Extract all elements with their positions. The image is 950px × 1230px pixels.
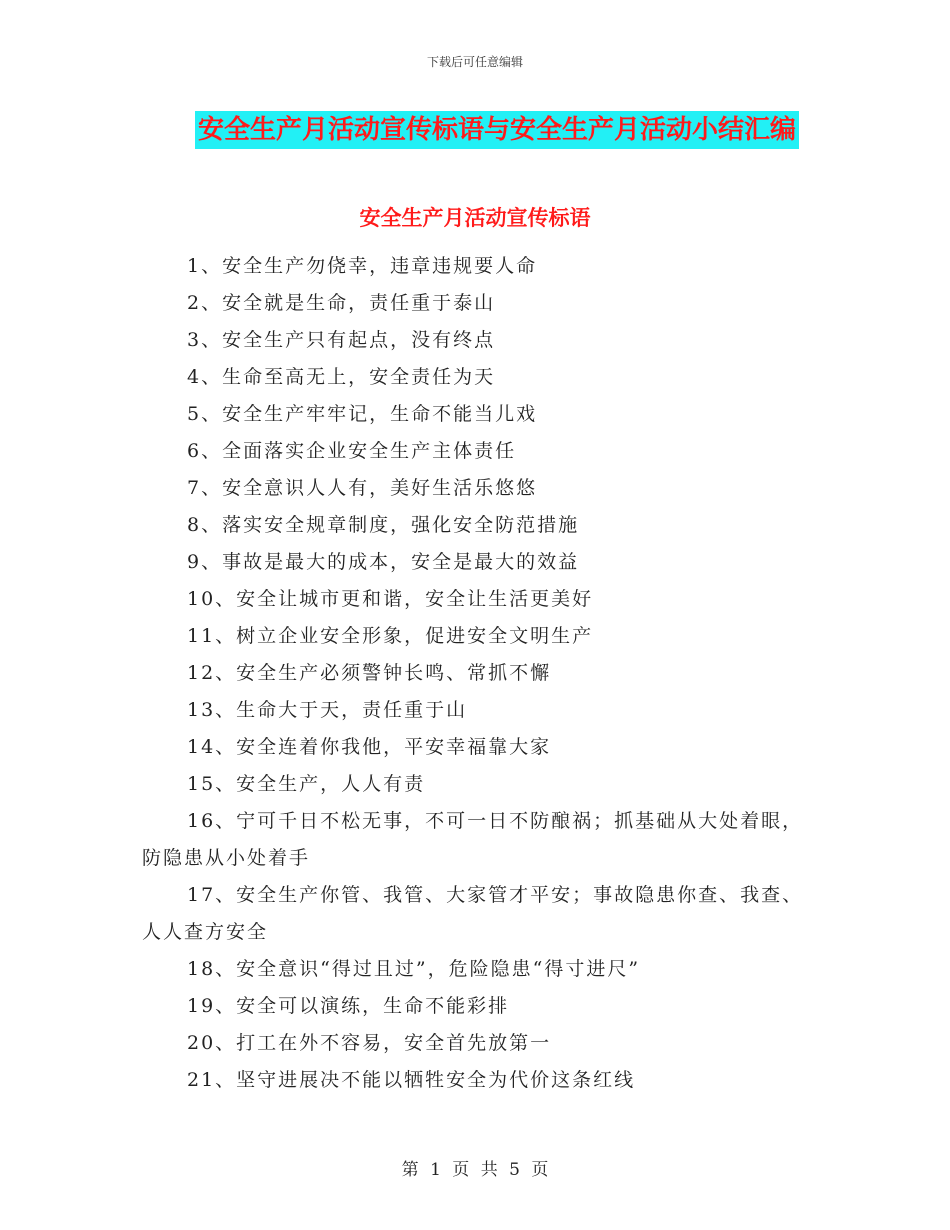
slogan-item: 5、安全生产牢牢记，生命不能当儿戏 <box>187 403 538 425</box>
slogan-item: 3、安全生产只有起点，没有终点 <box>187 329 496 351</box>
slogan-item: 7、安全意识人人有，美好生活乐悠悠 <box>187 477 538 499</box>
page-footer: 第 1 页 共 5 页 <box>401 1160 549 1180</box>
slogan-item: 1、安全生产勿侥幸，违章违规要人命 <box>187 255 538 277</box>
slogan-item: 17、安全生产你管、我管、大家管才平安；事故隐患你查、我查、人人查方安全 <box>142 884 804 943</box>
slogan-item: 8、落实安全规章制度，强化安全防范措施 <box>187 514 580 536</box>
slogan-item: 9、事故是最大的成本，安全是最大的效益 <box>187 551 580 573</box>
header-note: 下载后可任意编辑 <box>426 55 523 69</box>
slogan-item: 21、坚守进展决不能以牺牲安全为代价这条红线 <box>187 1069 636 1091</box>
slogan-item: 14、安全连着你我他，平安幸福靠大家 <box>187 736 552 758</box>
document-title: 安全生产月活动宣传标语与安全生产月活动小结汇编 <box>195 111 799 149</box>
slogan-item: 18、安全意识“得过且过”，危险隐患“得寸进尺” <box>187 958 641 980</box>
slogan-item: 15、安全生产，人人有责 <box>187 773 426 795</box>
slogan-item: 13、生命大于天，责任重于山 <box>187 699 468 721</box>
slogan-item: 6、全面落实企业安全生产主体责任 <box>187 440 517 462</box>
slogan-list <box>142 248 822 1099</box>
slogan-item: 19、安全可以演练，生命不能彩排 <box>187 995 510 1017</box>
slogan-item: 12、安全生产必须警钟长鸣、常抓不懈 <box>187 662 552 684</box>
slogan-item: 11、树立企业安全形象，促进安全文明生产 <box>187 625 594 647</box>
slogan-item: 16、宁可千日不松无事，不可一日不防酿祸；抓基础从大处着眼，防隐患从小处着手 <box>142 810 804 869</box>
slogan-item: 4、生命至高无上，安全责任为天 <box>187 366 496 388</box>
slogan-item: 20、打工在外不容易，安全首先放第一 <box>187 1032 552 1054</box>
slogan-item: 2、安全就是生命，责任重于泰山 <box>187 292 496 314</box>
section-title: 安全生产月活动宣传标语 <box>359 206 591 230</box>
slogan-item: 10、安全让城市更和谐，安全让生活更美好 <box>187 588 594 610</box>
